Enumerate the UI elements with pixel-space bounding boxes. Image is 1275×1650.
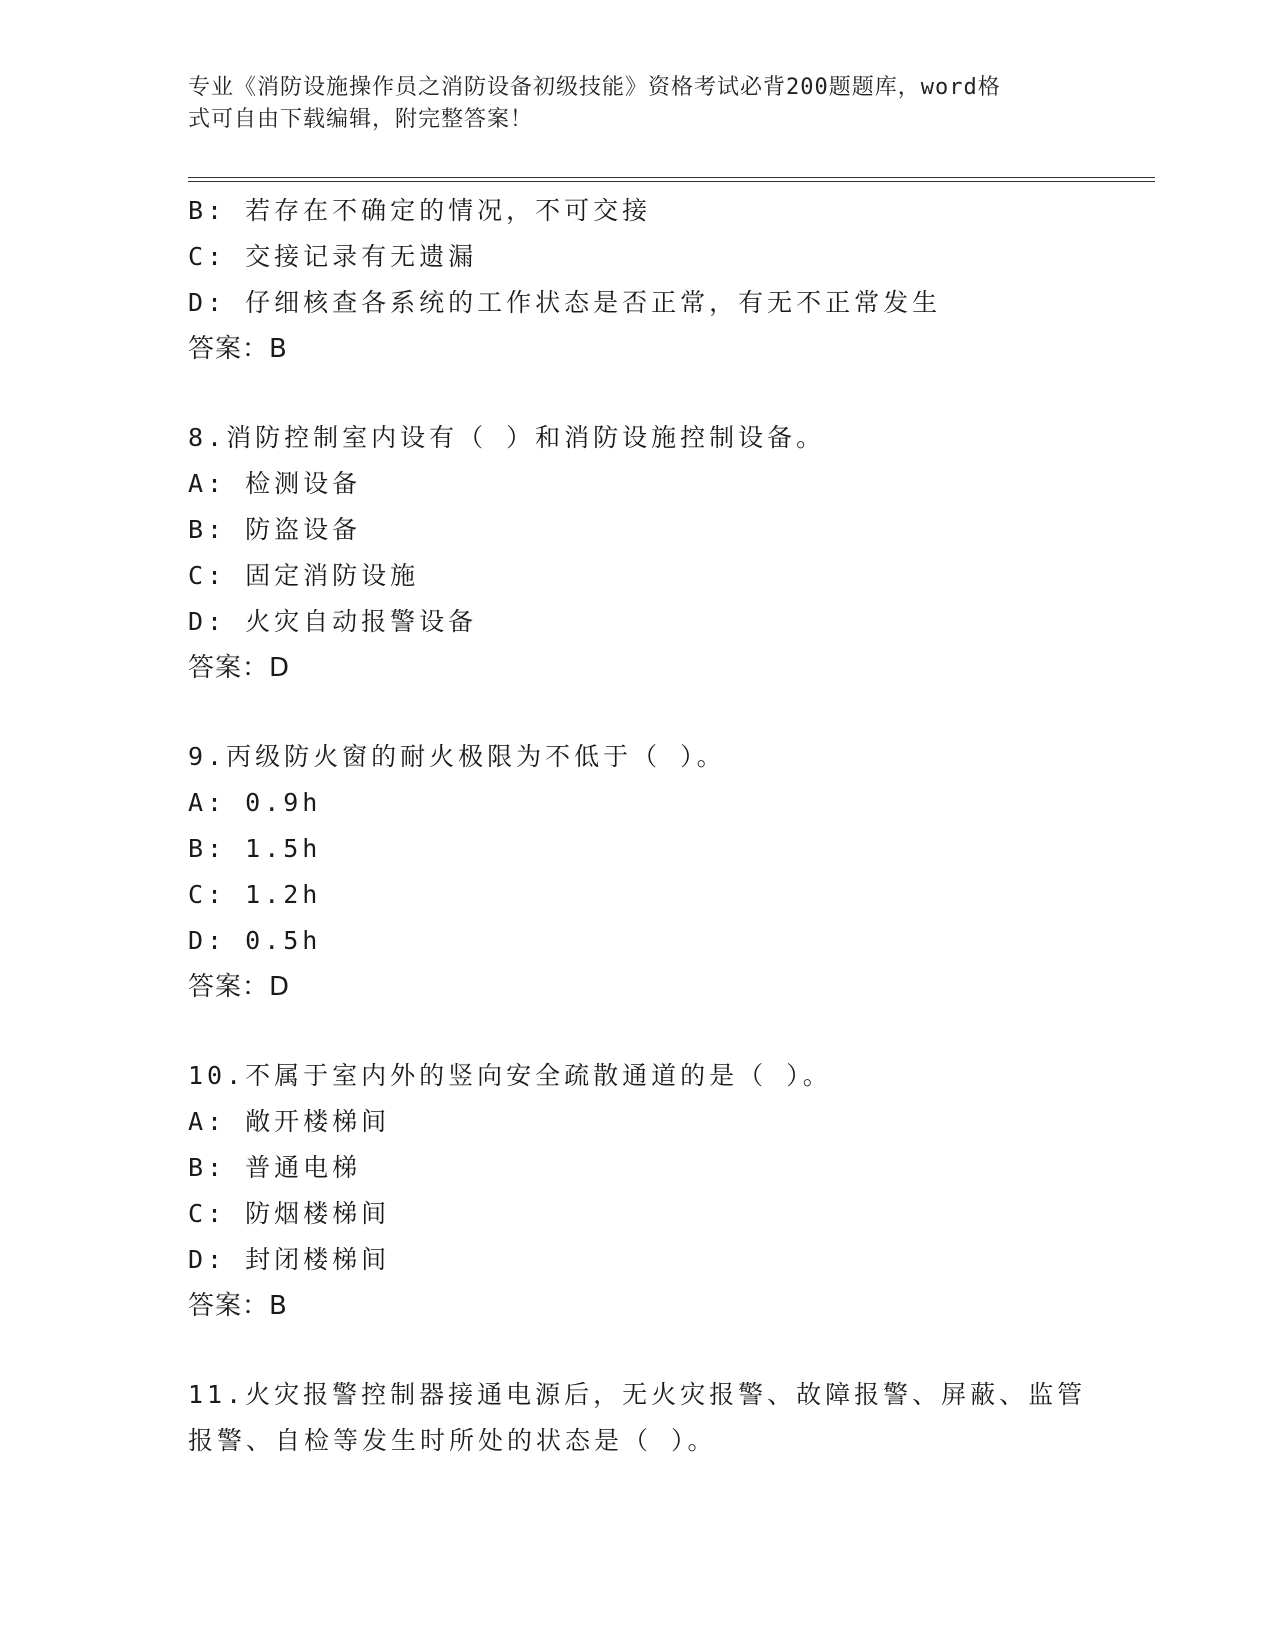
answer-label: 答案：B <box>188 1291 288 1321</box>
answer-label: 答案：D <box>188 972 291 1002</box>
header-divider-bottom <box>188 181 1155 182</box>
answer-label: 答案：B <box>188 334 288 364</box>
option-c: C: 防烟楼梯间 <box>188 1199 391 1228</box>
question-10 <box>188 1053 1088 1329</box>
option-d: D: 仔细核查各系统的工作状态是否正常，有无不正常发生 <box>188 288 942 317</box>
option-a: A: 敞开楼梯间 <box>188 1107 391 1136</box>
question-stem: 9.丙级防火窗的耐火极限为不低于（ ）。 <box>188 742 726 771</box>
option-b: B: 防盗设备 <box>188 515 362 544</box>
answer-label: 答案：D <box>188 653 291 683</box>
option-b: B: 普通电梯 <box>188 1153 362 1182</box>
question-7-continuation <box>188 188 1088 372</box>
document-header <box>188 72 1088 136</box>
header-line-1: 专业《消防设施操作员之消防设备初级技能》资格考试必背200题题库，word格 <box>188 75 1001 100</box>
option-a: A: 0.9h <box>188 788 322 817</box>
option-b: B: 1.5h <box>188 834 322 863</box>
header-divider-top <box>188 177 1155 178</box>
option-c: C: 交接记录有无遗漏 <box>188 242 478 271</box>
question-11 <box>188 1372 1088 1464</box>
question-stem-line-1: 11.火灾报警控制器接通电源后，无火灾报警、故障报警、屏蔽、监管 <box>188 1380 1087 1409</box>
question-9 <box>188 734 1088 1010</box>
question-8 <box>188 415 1088 691</box>
option-a: A: 检测设备 <box>188 469 362 498</box>
option-d: D: 0.5h <box>188 926 322 955</box>
option-d: D: 封闭楼梯间 <box>188 1245 391 1274</box>
header-line-2: 式可自由下载编辑，附完整答案！ <box>188 107 534 132</box>
option-c: C: 1.2h <box>188 880 322 909</box>
question-stem: 8.消防控制室内设有（ ）和消防设施控制设备。 <box>188 423 826 452</box>
question-stem: 10.不属于室内外的竖向安全疏散通道的是（ ）。 <box>188 1061 832 1090</box>
option-c: C: 固定消防设施 <box>188 561 420 590</box>
question-list <box>188 188 1088 1464</box>
option-d: D: 火灾自动报警设备 <box>188 607 478 636</box>
question-stem-line-2: 报警、自检等发生时所处的状态是（ ）。 <box>188 1426 717 1455</box>
option-b: B: 若存在不确定的情况，不可交接 <box>188 196 652 225</box>
